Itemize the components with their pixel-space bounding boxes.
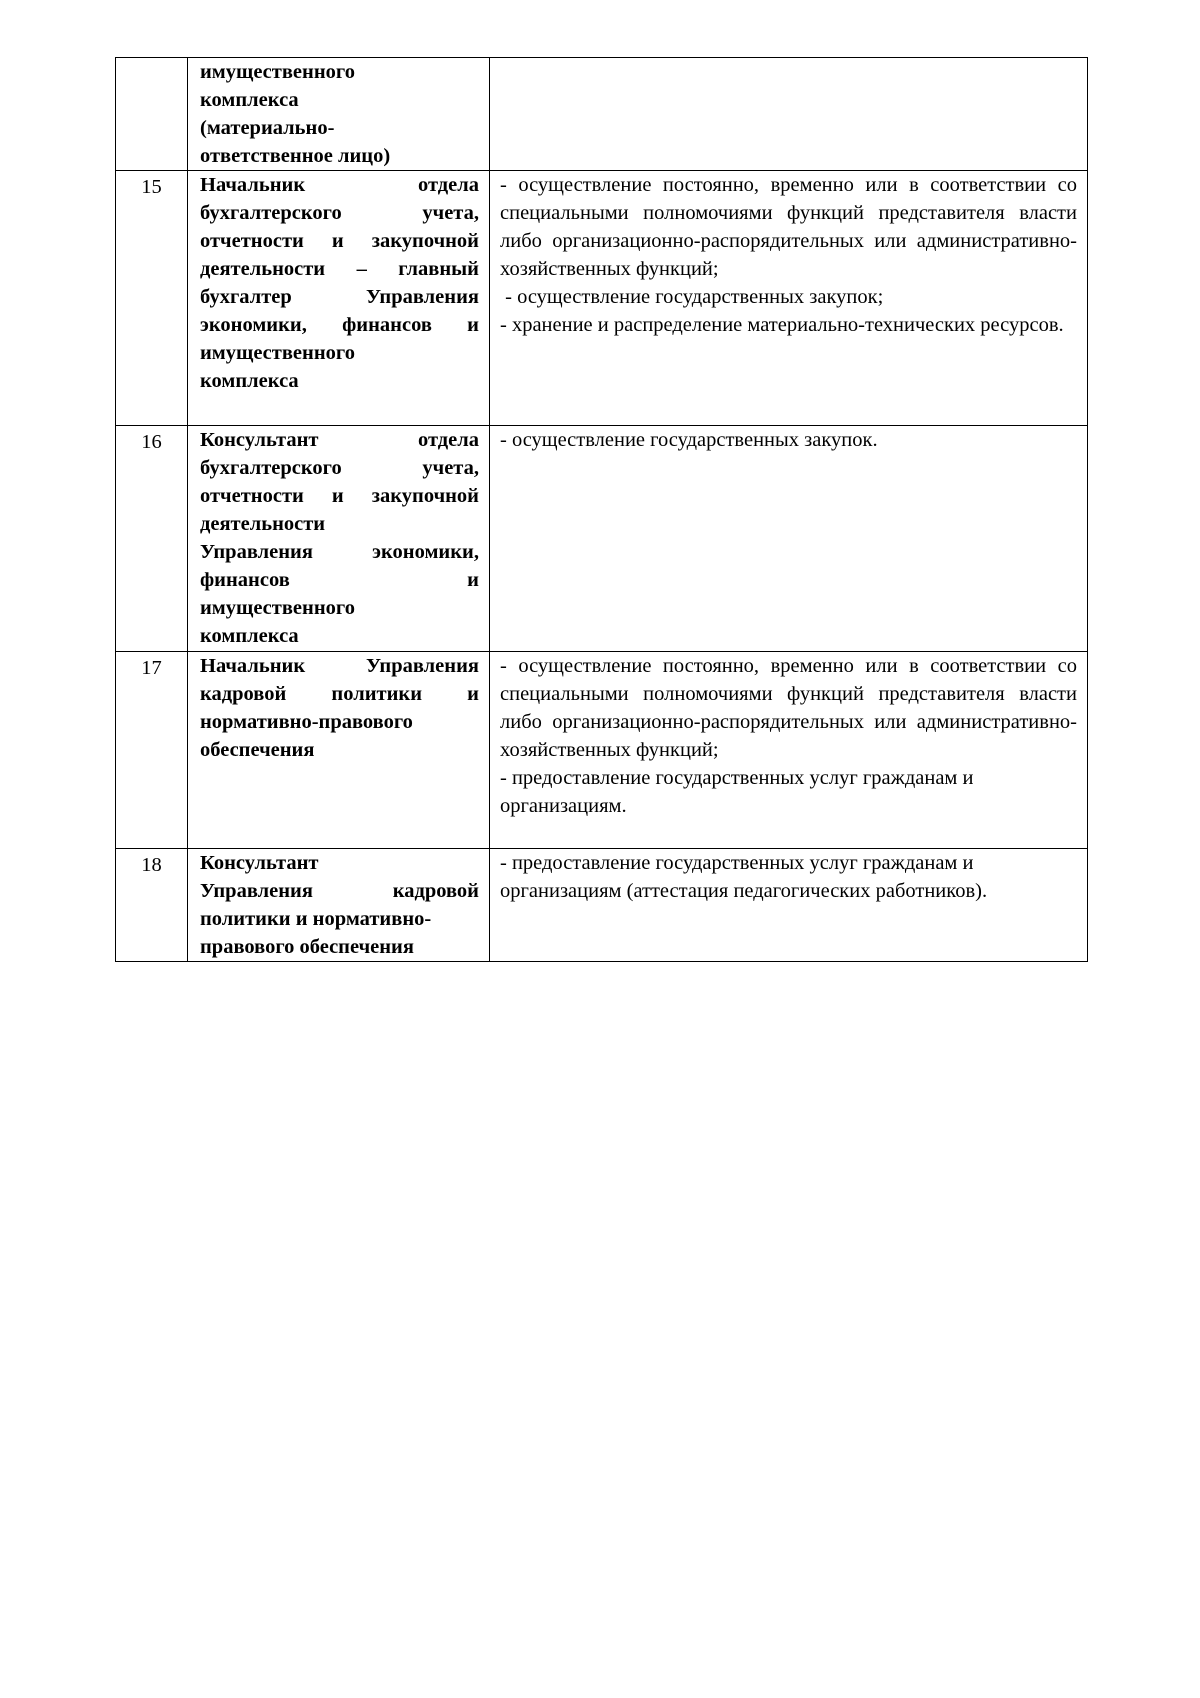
- position-line: бухгалтерского учета,: [200, 457, 479, 479]
- position-line: политики и нормативно-: [200, 908, 432, 930]
- row-number-cell: 16: [116, 426, 188, 652]
- position-line: комплекса: [200, 625, 299, 647]
- functions-cell: [490, 652, 1088, 849]
- position-line: Консультант: [200, 852, 319, 874]
- functions-cell: [490, 849, 1088, 962]
- row-number-cell: [116, 58, 188, 171]
- position-cell: [188, 171, 490, 426]
- row-number-cell: 15: [116, 171, 188, 426]
- position-line: деятельности: [200, 513, 326, 535]
- position-line: Управления экономики,: [200, 541, 479, 563]
- row-number-cell: 17: [116, 652, 188, 849]
- position-line: имущественного: [200, 597, 355, 619]
- function-item: - предоставление государственных услуг гражданам и организациям (аттестация педагогических работников).: [500, 852, 988, 902]
- position-cell: [188, 652, 490, 849]
- position-line: бухгалтерского учета,: [200, 202, 479, 224]
- function-item: - хранение и распределение материально-технических ресурсов.: [500, 314, 1064, 336]
- position-line: финансов и: [200, 569, 479, 591]
- function-item: - осуществление государственных закупок.: [500, 429, 878, 451]
- position-cell: [188, 58, 490, 171]
- position-line: отчетности и закупочной: [200, 230, 479, 252]
- position-line: Начальник отдела: [200, 174, 479, 196]
- position-line: экономики, финансов и: [200, 314, 479, 336]
- position-line: комплекса: [200, 89, 299, 111]
- position-line: (материально-: [200, 117, 335, 139]
- document-table: [115, 57, 1088, 962]
- functions-cell: [490, 426, 1088, 652]
- position-line: отчетности и закупочной: [200, 485, 479, 507]
- position-line: кадровой политики и: [200, 683, 479, 705]
- table-row: [116, 58, 1088, 171]
- function-item: - осуществление постоянно, временно или в соответствии со специальными полномочиями функций представителя власти либо организационно-распорядительных или административно-хозяйственных функций;: [500, 174, 1077, 280]
- functions-cell: [490, 58, 1088, 171]
- position-line: имущественного: [200, 342, 355, 364]
- position-line: Начальник Управления: [200, 655, 479, 677]
- position-line: деятельности – главный: [200, 258, 479, 280]
- position-line: Консультант отдела: [200, 429, 479, 451]
- table-row: [116, 171, 1088, 426]
- function-item: - осуществление постоянно, временно или в соответствии со специальными полномочиями функций представителя власти либо организационно-распорядительных или административно-хозяйственных функций;: [500, 655, 1077, 761]
- position-line: комплекса: [200, 370, 299, 392]
- function-item: - осуществление государственных закупок;: [500, 286, 884, 308]
- position-line: ответственное лицо): [200, 145, 391, 167]
- position-cell: [188, 849, 490, 962]
- position-line: обеспечения: [200, 739, 315, 761]
- position-cell: [188, 426, 490, 652]
- table-row: [116, 426, 1088, 652]
- function-item: - предоставление государственных услуг гражданам и организациям.: [500, 767, 974, 817]
- position-line: бухгалтер Управления: [200, 286, 479, 308]
- position-line: нормативно-правового: [200, 711, 413, 733]
- functions-cell: [490, 171, 1088, 426]
- table-row: [116, 652, 1088, 849]
- row-number-cell: 18: [116, 849, 188, 962]
- position-line: правового обеспечения: [200, 936, 414, 958]
- table-row: [116, 849, 1088, 962]
- position-line: Управления кадровой: [200, 880, 479, 902]
- position-line: имущественного: [200, 61, 355, 83]
